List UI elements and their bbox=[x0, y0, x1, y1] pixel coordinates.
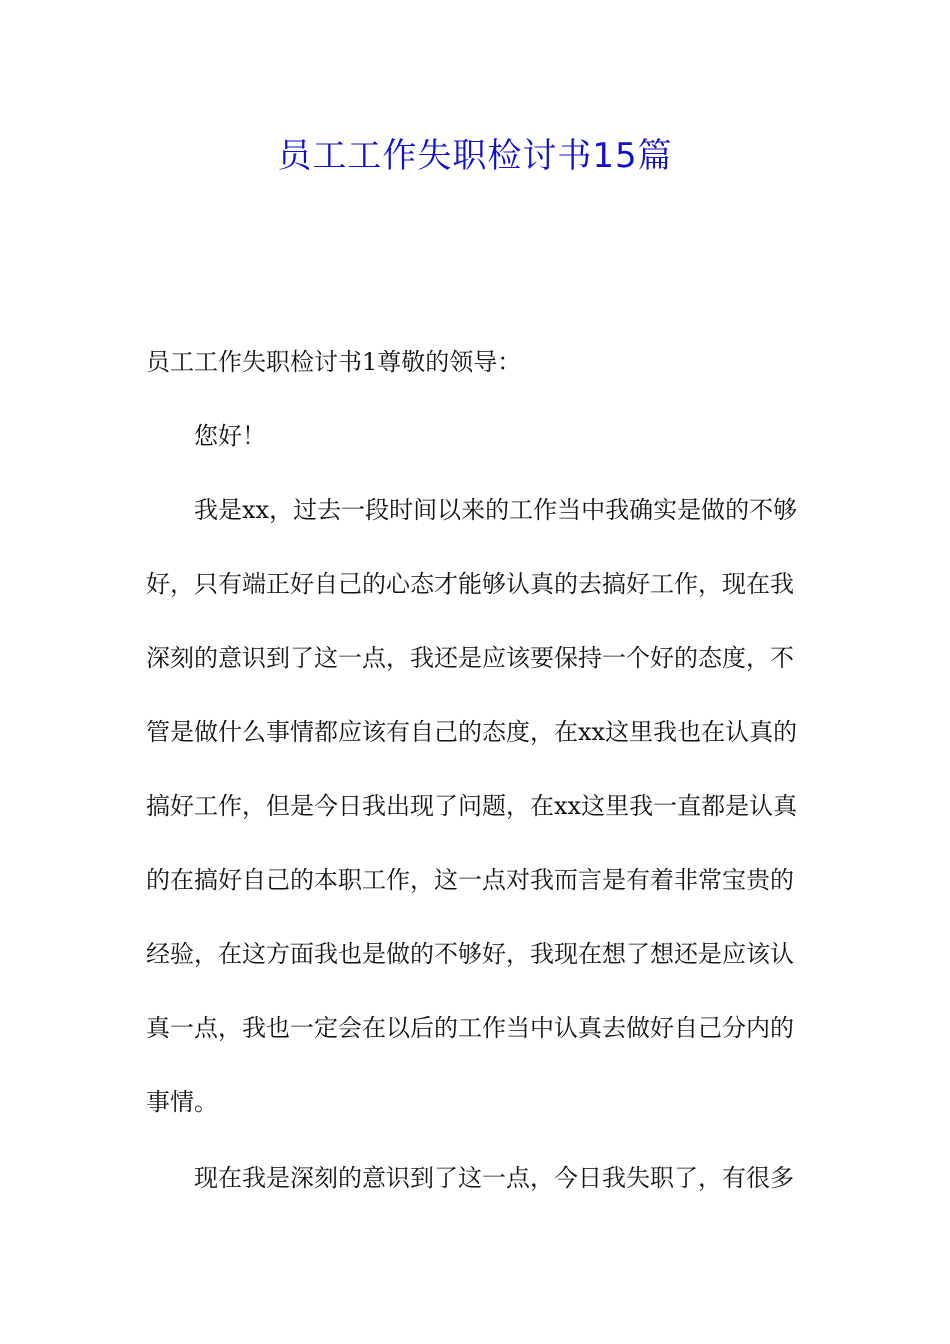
heading-line: 员工工作失职检讨书1尊敬的领导： bbox=[146, 348, 522, 376]
paragraph-1-line: 真一点，我也一定会在以后的工作当中认真去做好自己分内的 bbox=[146, 1014, 794, 1042]
paragraph-1-line: 深刻的意识到了这一点，我还是应该要保持一个好的态度，不 bbox=[146, 644, 794, 672]
greeting: 您好！ bbox=[194, 422, 266, 450]
paragraph-1-line: 事情。 bbox=[146, 1088, 218, 1116]
paragraph-1-line: 好，只有端正好自己的心态才能够认真的去搞好工作，现在我 bbox=[146, 570, 794, 598]
paragraph-1-line: 我是xx，过去一段时间以来的工作当中我确实是做的不够 bbox=[194, 496, 798, 524]
paragraph-2-line: 现在我是深刻的意识到了这一点，今日我失职了，有很多 bbox=[194, 1164, 794, 1192]
paragraph-1-line: 管是做什么事情都应该有自己的态度，在xx这里我也在认真的 bbox=[146, 718, 798, 746]
document-title: 员工工作失职检讨书15篇 bbox=[277, 136, 673, 176]
paragraph-1-line: 的在搞好自己的本职工作，这一点对我而言是有着非常宝贵的 bbox=[146, 866, 794, 894]
paragraph-1-line: 经验，在这方面我也是做的不够好，我现在想了想还是应该认 bbox=[146, 940, 794, 968]
paragraph-1-line: 搞好工作，但是今日我出现了问题，在xx这里我一直都是认真 bbox=[146, 792, 798, 820]
